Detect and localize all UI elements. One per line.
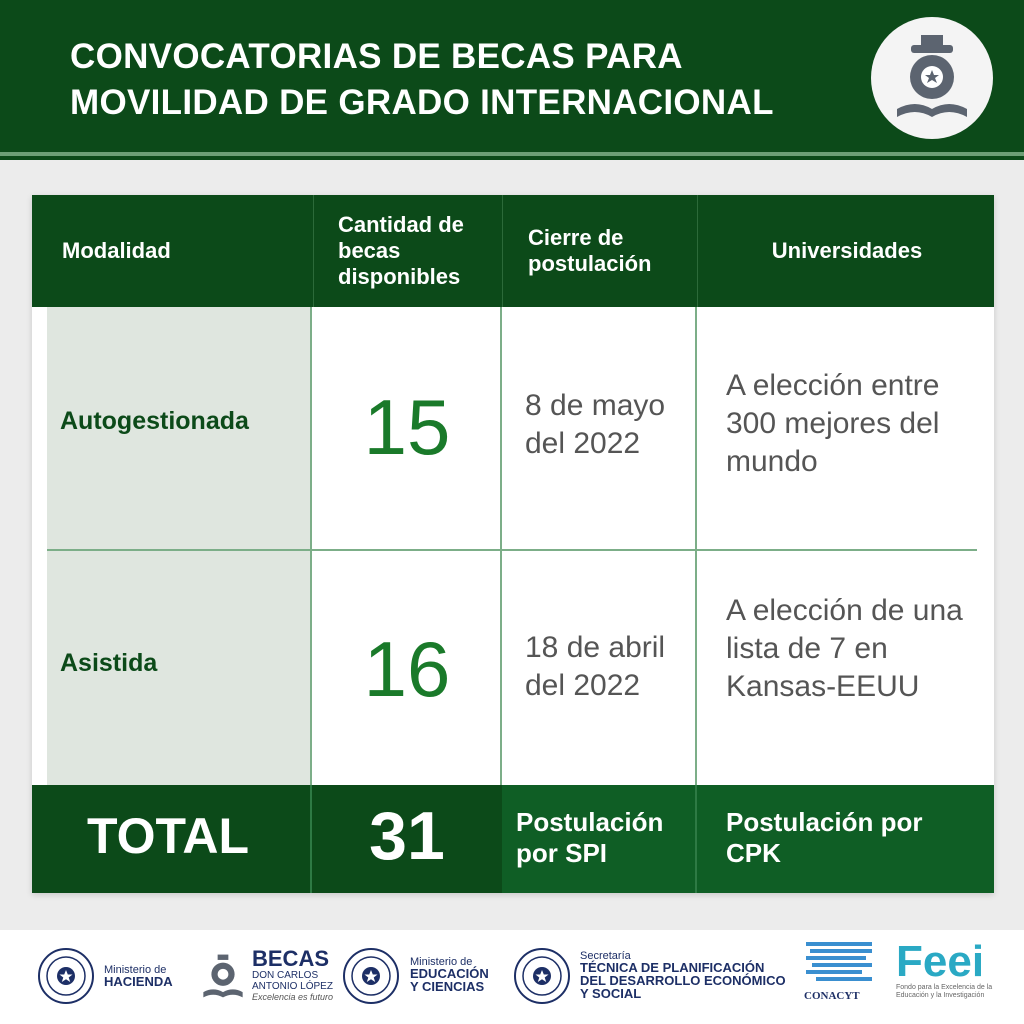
becas-logo-badge	[871, 17, 993, 139]
header-cierre: Cierre de postulación	[528, 225, 652, 276]
header-separator	[313, 195, 314, 307]
table-header	[32, 195, 994, 307]
stp-name-1: TÉCNICA DE PLANIFICACIÓN	[580, 960, 765, 975]
row-1-modalidad: Autogestionada	[60, 407, 249, 435]
title-line-2: MOVILIDAD DE GRADO INTERNACIONAL	[70, 83, 774, 122]
hacienda-logo	[104, 964, 173, 989]
total-label: TOTAL	[87, 808, 250, 864]
page-title	[70, 34, 830, 126]
table-footer	[32, 785, 994, 893]
row-1-cantidad: 15	[363, 383, 451, 471]
header-universidades: Universidades	[771, 238, 923, 263]
mec-small: Ministerio de	[410, 956, 473, 968]
row-2-cierre: 18 de abril del 2022	[525, 631, 666, 702]
hacienda-seal-icon	[38, 948, 94, 1004]
row-2-cantidad: 16	[363, 625, 451, 713]
footer-divider	[695, 785, 697, 893]
footer-divider	[310, 785, 312, 893]
conacyt-waves-icon	[806, 940, 872, 988]
row-1-cierre: 8 de mayo del 2022	[525, 389, 666, 460]
stp-small: Secretaría	[580, 950, 631, 962]
row-divider	[47, 549, 977, 551]
feei-logo	[896, 937, 996, 1000]
column-divider	[695, 307, 697, 785]
mec-name-2: Y CIENCIAS	[410, 979, 485, 994]
modalidad-column-background	[47, 307, 310, 785]
mec-logo	[410, 956, 489, 994]
column-divider	[310, 307, 312, 785]
row-1-universidades: A elección entre 300 mejores del mundo	[726, 369, 940, 478]
becas-line2: ANTONIO LÓPEZ	[252, 981, 333, 992]
row-2-modalidad: Asistida	[60, 649, 158, 677]
header-separator	[697, 195, 698, 307]
partner-logos-bar	[0, 930, 1024, 1024]
conacyt-logo: CONACYT	[804, 990, 860, 1002]
feei-name: Feei	[896, 937, 985, 986]
stp-name-3: Y SOCIAL	[580, 986, 642, 1001]
header-separator	[502, 195, 503, 307]
stp-seal-icon	[514, 948, 570, 1004]
stp-logo	[580, 950, 786, 1001]
total-value: 31	[369, 798, 445, 874]
header-divider-dark	[0, 156, 1024, 160]
feei-description: Fondo para la Excelencia de la Educación y la Investigación	[896, 984, 993, 999]
header-modalidad: Modalidad	[62, 238, 171, 263]
postulacion-spi: Postulación por SPI	[516, 807, 664, 868]
column-divider	[500, 307, 502, 785]
stp-name-2: DEL DESARROLLO ECONÓMICO	[580, 973, 786, 988]
becas-tagline: Excelencia es futuro	[252, 992, 334, 1002]
mec-seal-icon	[343, 948, 399, 1004]
hacienda-name: HACIENDA	[104, 974, 173, 989]
mec-name-1: EDUCACIÓN	[410, 966, 489, 981]
table-body	[32, 307, 994, 785]
becas-title: BECAS	[252, 946, 330, 971]
hacienda-small: Ministerio de	[104, 964, 167, 976]
postulacion-cpk: Postulación por CPK	[726, 807, 923, 868]
scholarship-table	[32, 195, 994, 893]
becas-logo	[252, 948, 333, 1002]
becas-line1: DON CARLOS	[252, 970, 319, 981]
title-line-1: CONVOCATORIAS DE BECAS PARA	[70, 37, 683, 76]
row-2-universidades: A elección de una lista de 7 en Kansas-EEUU	[726, 594, 963, 703]
locomotive-book-icon	[871, 17, 993, 139]
becas-locomotive-icon	[198, 948, 248, 1004]
header-cantidad: Cantidad de becas disponibles	[338, 212, 464, 289]
